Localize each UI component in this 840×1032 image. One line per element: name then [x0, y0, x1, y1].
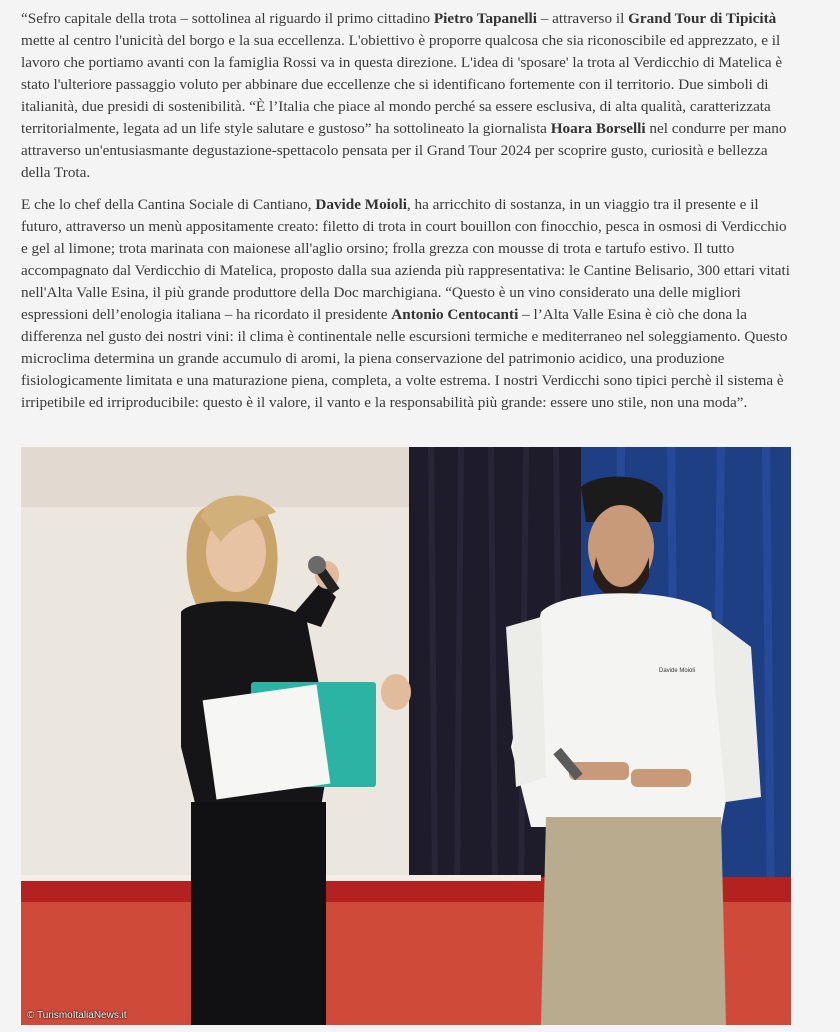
article-photo — [21, 447, 791, 1025]
text-segment: – attraverso il — [536, 10, 629, 27]
photo-apron — [541, 817, 726, 1025]
text-segment: mette al centro l'unicità del borgo e la sua eccellenza. L'obiettivo è proporre qualcosa che sia riconoscibile ed apprezzato, e il lavoro che portiamo avanti con la famiglia Rossi va in questa direzione. L'idea di 'sposare' la trota al Verdicchio di Matelica è stato l'ulteriore passaggio voluto per abbinare due eccellenze che si identificano fortemente con il territorio. Due simboli di italianità, due presidi di sostenibilità. “È l’Italia che piace al mondo perché sa essere esclusiva, di alta qualità, caratterizzata territorialmente, legata ad un life style salutare e gustoso” ha sottolineato la giornalista — [21, 32, 783, 137]
bold-name: Davide Moioli — [315, 196, 407, 213]
bold-name: Pietro Tapanelli — [433, 10, 537, 27]
bold-name: Antonio Centocanti — [391, 306, 519, 323]
article-body — [21, 8, 793, 424]
text-segment: – l’Alta Valle Esina è ciò che dona la differenza nel gusto dei nostri vini: il clima è continentale nelle escursioni termiche e mediterraneo nel soleggiamento. Questo microclima determina un grande accumulo di aromi, la piena conservazione del patrimonio acidico, una produzione fisiologicamente limitata e una maturazione piena, completa, a volte estrema. I nostri Verdicchi sono tipici perchè il sistema è irripetibile ed irriproducibile: questo è il valore, il vanto e la responsabilità più grande: essere uno stile, non una moda”. — [21, 306, 788, 411]
photo-jacket-embroidery: Davide Moioli — [659, 668, 696, 674]
article-paragraph-2 — [21, 194, 793, 414]
bold-name: Hoara Borselli — [550, 120, 646, 137]
text-segment: nel condurre per mano attraverso un'entusiasmante degustazione-spettacolo pensata per il Grand Tour 2024 per scoprire gusto, curiosità e bellezza della Trota. — [21, 120, 787, 181]
text-segment: E che lo chef della Cantina Sociale di Cantiano, — [21, 196, 316, 213]
article-paragraph-1 — [21, 8, 793, 184]
photo-credit: © TurismoItaliaNews.it — [27, 1010, 127, 1021]
text-segment: , ha arricchito di sostanza, in un viaggio tra il presente e il futuro, attraverso un menù appositamente creato: filetto di trota in court bouillon con finocchio, pesca in osmosi di Verdicchio e gel al limone; trota marinata con maionese all'aglio orsino; frolla grezza con mousse di trota e tartufo estivo. Il tutto accompagnato dal Verdicchio di Matelica, proposto dalla sua azienda più rappresentativa: le Cantine Belisario, 300 ettari vitati nell'Alta Valle Esina, il più grande produttore della Doc marchigiana. “Questo è un vino considerato una delle migliori espressioni dell’enologia italiana – ha ricordato il presidente — [21, 196, 790, 323]
photo-illustration — [21, 447, 791, 1025]
bold-name: Grand Tour di Tipicità — [628, 10, 777, 27]
text-segment: “Sefro capitale della trota – sottolinea al riguardo il primo cittadino — [21, 10, 434, 27]
